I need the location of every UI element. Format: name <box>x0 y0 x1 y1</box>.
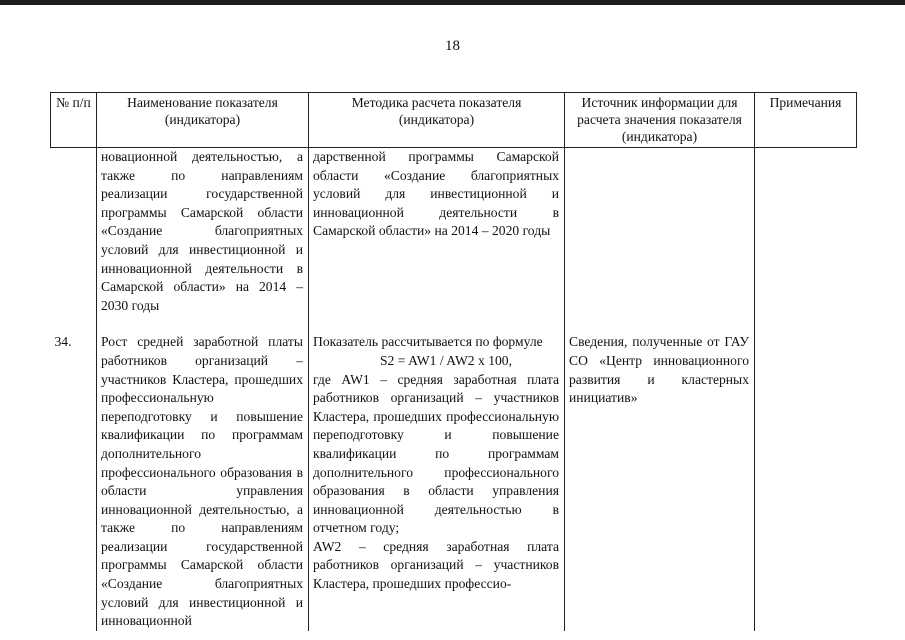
indicators-table <box>50 92 857 631</box>
header-method: Методика расчета показателя (индикатора) <box>309 93 565 148</box>
header-name: Наименование показателя (индикатора) <box>97 93 309 148</box>
method-aw2-definition: AW2 – средняя заработная плата работников организаций – участников Кластера, прошедших профессио- <box>313 538 559 592</box>
method-intro: Показатель рассчитывается по формуле <box>313 334 543 350</box>
indicator-notes <box>755 333 857 631</box>
table-header <box>51 93 857 148</box>
top-border-line <box>0 0 905 5</box>
indicator-source: Сведения, полученные от ГАУ СО «Центр инновационного развития и кластерных инициатив» <box>565 333 755 631</box>
indicator-notes <box>755 148 857 316</box>
header-num: № п/п <box>51 93 97 148</box>
table-row <box>51 148 857 316</box>
row-number: 34. <box>54 334 72 350</box>
method-formula: S2 = AW1 / AW2 x 100, <box>380 352 512 368</box>
header-notes: Примечания <box>755 93 857 148</box>
indicator-source <box>565 148 755 316</box>
row-number <box>51 148 97 316</box>
method-aw1-definition: где AW1 – средняя заработная плата работников организаций – участников Кластера, прошедших профессиональную переподготовку и повышение квалификации по программам дополнительного профессионального образования в области управления инновационной деятельностью в отчетном году; <box>313 371 559 536</box>
indicator-name: Рост средней заработной платы работников организаций – участников Кластера, прошедших профессиональную переподготовку и повышение квалификации по программам дополнительного профессионального образования в области управления инновационной деятельностью, а также по направлениям реализации государственной программы Самарской области «Создание благоприятных условий для инвестиционной и инновационной <box>97 333 309 631</box>
table-row <box>51 333 857 631</box>
row-spacer <box>51 315 857 333</box>
header-source: Источник информации для расчета значения показателя (индикатора) <box>565 93 755 148</box>
page-number: 18 <box>445 38 460 54</box>
indicator-method <box>309 333 565 631</box>
indicator-name: новационной деятельностью, а также по направлениям реализации государственной программы Самарской области «Создание благоприятных условий для инвестиционной и инновационной деятельности в Самарской области» на 2014 – 2030 годы <box>97 148 309 316</box>
indicator-method: дарственной программы Самарской области «Создание благоприятных условий для инвестиционной и инновационной деятельности в Самарской области» на 2014 – 2020 годы <box>309 148 565 316</box>
